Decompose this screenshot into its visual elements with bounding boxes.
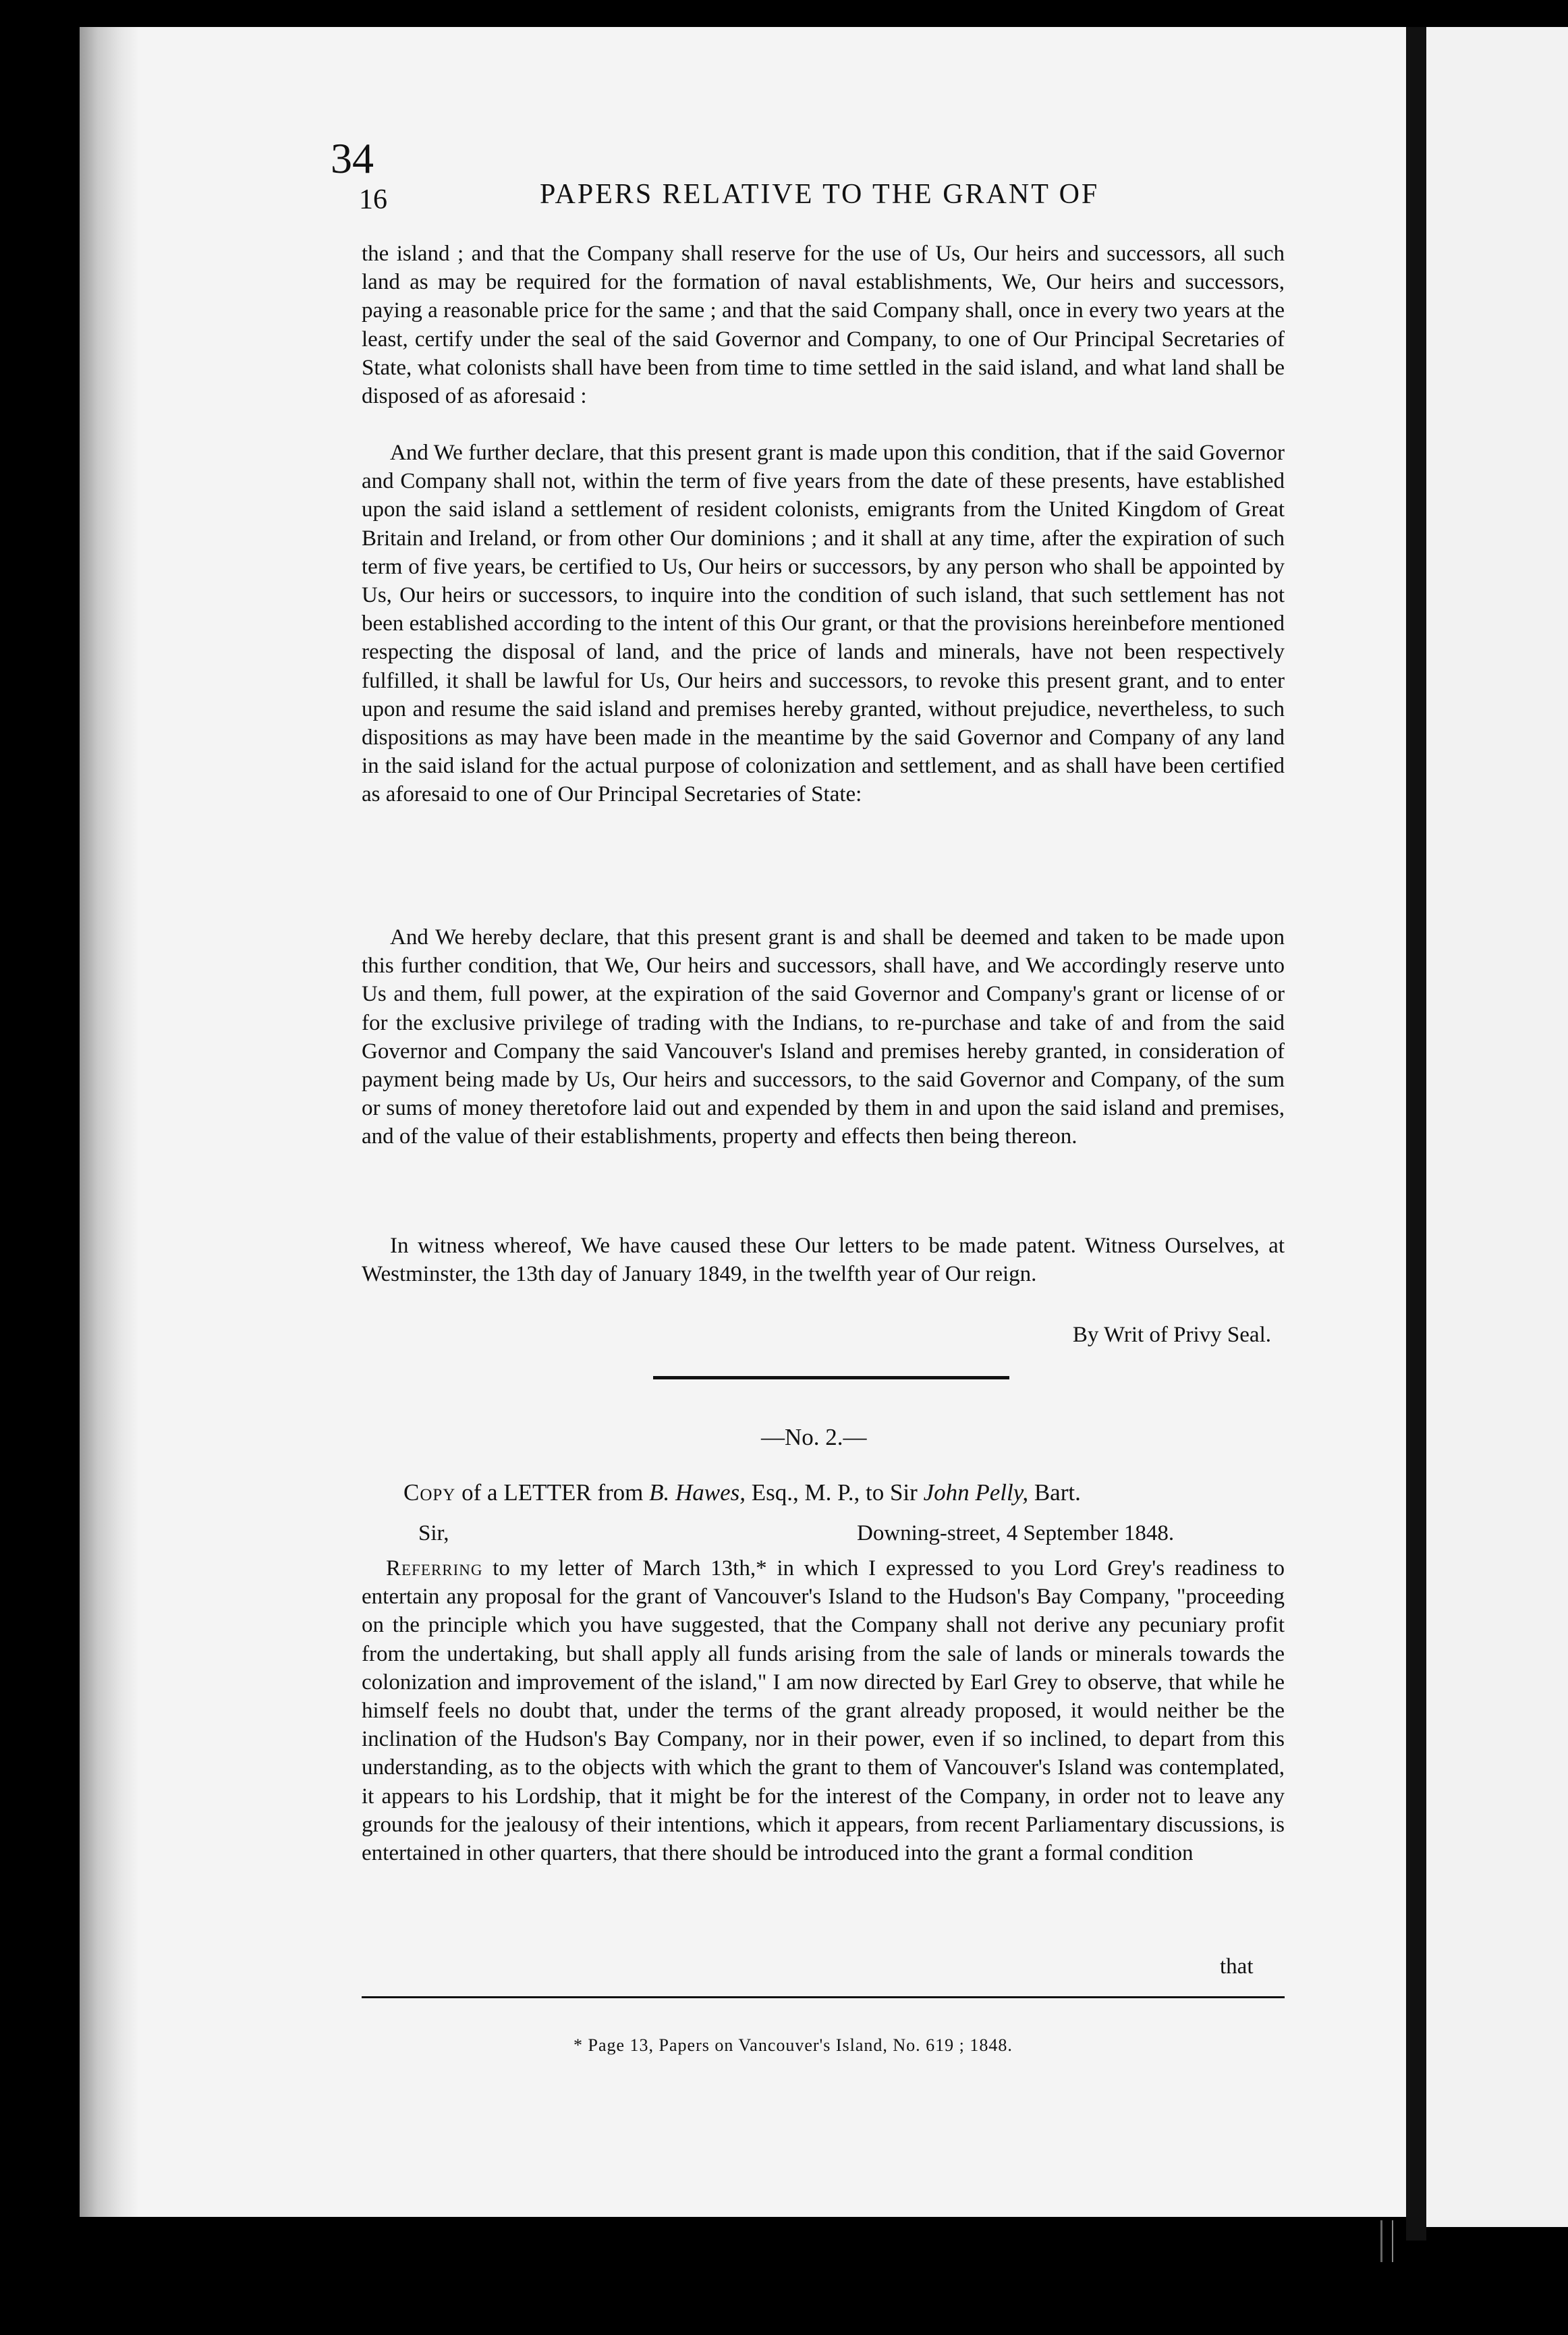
salutation: Sir, (418, 1521, 449, 1545)
heading-recipient: John Pelly, (923, 1479, 1029, 1506)
facing-page-edge (1426, 27, 1568, 2227)
binding-edge (80, 27, 139, 2217)
signoff: By Writ of Privy Seal. (1072, 1323, 1271, 1347)
document-number: —No. 2.— (761, 1424, 867, 1450)
body-paragraph-1: the island ; and that the Company shall reserve for the use of Us, Our heirs and successors, all such land as may be required for the formation of naval establishments, We, Our heirs and successors, paying a reasonable price for the same ; and that the said Company shall, once in every two years at the least, certify under the seal of the said Governor and Company, to one of Our Principal Secretaries of State, what colonists shall have been from time to time settled in the said island, and what land shall be disposed of as aforesaid : (362, 242, 1285, 409)
catchword: that (1220, 1954, 1254, 1979)
heading-letter: LETTER (503, 1479, 592, 1506)
letter-body (362, 1554, 1285, 1867)
page-number: 16 (359, 184, 387, 215)
folio-number: 34 (331, 134, 374, 182)
page-tab-mark (1380, 2220, 1393, 2262)
body-paragraph-3: And We hereby declare, that this present grant is and shall be deemed and taken to be made upon this further condition, that We, Our heirs and successors, shall have, and We accordingly reserve unto Us and them, full power, at the expiration of the said Governor and Company's grant or license of or for the exclusive privilege of trading with the Indians, to re-purchase and take of and from the said Governor and Company the said Vancouver's Island and premises hereby granted, in consideration of payment being made by Us, Our heirs and successors, to the said Governor and Company, of the sum or sums of money theretofore laid out and expended by them in and upon the said island and premises, and of the value of their establishments, property and effects then being thereon. (362, 925, 1285, 1149)
heading-sender: B. Hawes, (649, 1479, 746, 1506)
letter-body-text: to my letter of March 13th,* in which I expressed to you Lord Grey's readiness to entertain any proposal for the grant of Vancouver's Island to the Hudson's Bay Company, "proceeding on the principle which you have suggested, that the Company shall not derive any pecuniary profit from the undertaking, but shall apply all funds arising from the sale of lands or minerals towards the colonization and improvement of the island," I am now directed by Earl Grey to observe, that while he himself feels no doubt that, under the terms of the grant already proposed, it would neither be the inclination of the Hudson's Bay Company, nor in their power, even if so inclined, to depart from this understanding, as to the objects with which the grant to them of Vancouver's Island was contemplated, it appears to his Lordship, that it might be for the interest of the Company, in order not to leave any grounds for the jealousy of their intentions, which it appears, from recent Parliamentary discussions, is entertained in other quarters, that there should be introduced into the grant a formal condition (362, 1556, 1285, 1866)
letter-heading (403, 1479, 1240, 1506)
page-gutter-shadow (1406, 27, 1426, 2241)
heading-sender-title: Esq., M. P., (751, 1479, 860, 1506)
heading-copy: Copy (403, 1479, 456, 1506)
dateline: Downing-street, 4 September 1848. (857, 1521, 1175, 1545)
body-paragraph-4: In witness whereof, We have caused these Our letters to be made patent. Witness Ourselves, at Westminster, the 13th day of January 1849, in the twelfth year of Our reign. (362, 1234, 1285, 1287)
body-paragraph-2: And We further declare, that this present grant is made upon this condition, that if the said Governor and Company shall not, within the term of five years from the date of these presents, have established upon the said island a settlement of resident colonists, emigrants from the United Kingdom of Great Britain and Ireland, or from other Our dominions ; and it shall at any time, after the expiration of such term of five years, be certified to Us, Our heirs or successors, by any person who shall be appointed by Us, Our heirs or successors, to inquire into the condition of such island, that such settlement has not been established according to the intent of this Our grant, or that the provisions hereinbefore mentioned respecting the disposal of land, and the price of lands and minerals, have not been respectively fulfilled, it shall be lawful for Us, Our heirs and successors, to revoke this present grant, and to enter upon and resume the said island and premises hereby granted, without prejudice, nevertheless, to such dispositions as may have been made in the meantime by the said Governor and Company of any land in the said island for the actual purpose of colonization and settlement, and as shall have been certified as aforesaid to one of Our Principal Secretaries of State: (362, 441, 1285, 807)
heading-recipient-title: Bart. (1034, 1479, 1081, 1506)
footnote-rule (362, 1996, 1285, 1998)
heading-of-a: of a (461, 1479, 498, 1506)
section-divider (653, 1376, 1009, 1379)
heading-to: to Sir (865, 1479, 918, 1506)
footnote: * Page 13, Papers on Vancouver's Island, No. 619 ; 1848. (573, 2035, 1013, 2055)
heading-from: from (597, 1479, 644, 1506)
running-head: PAPERS RELATIVE TO THE GRANT OF (540, 179, 1100, 210)
opening-word: Referring (386, 1556, 483, 1581)
